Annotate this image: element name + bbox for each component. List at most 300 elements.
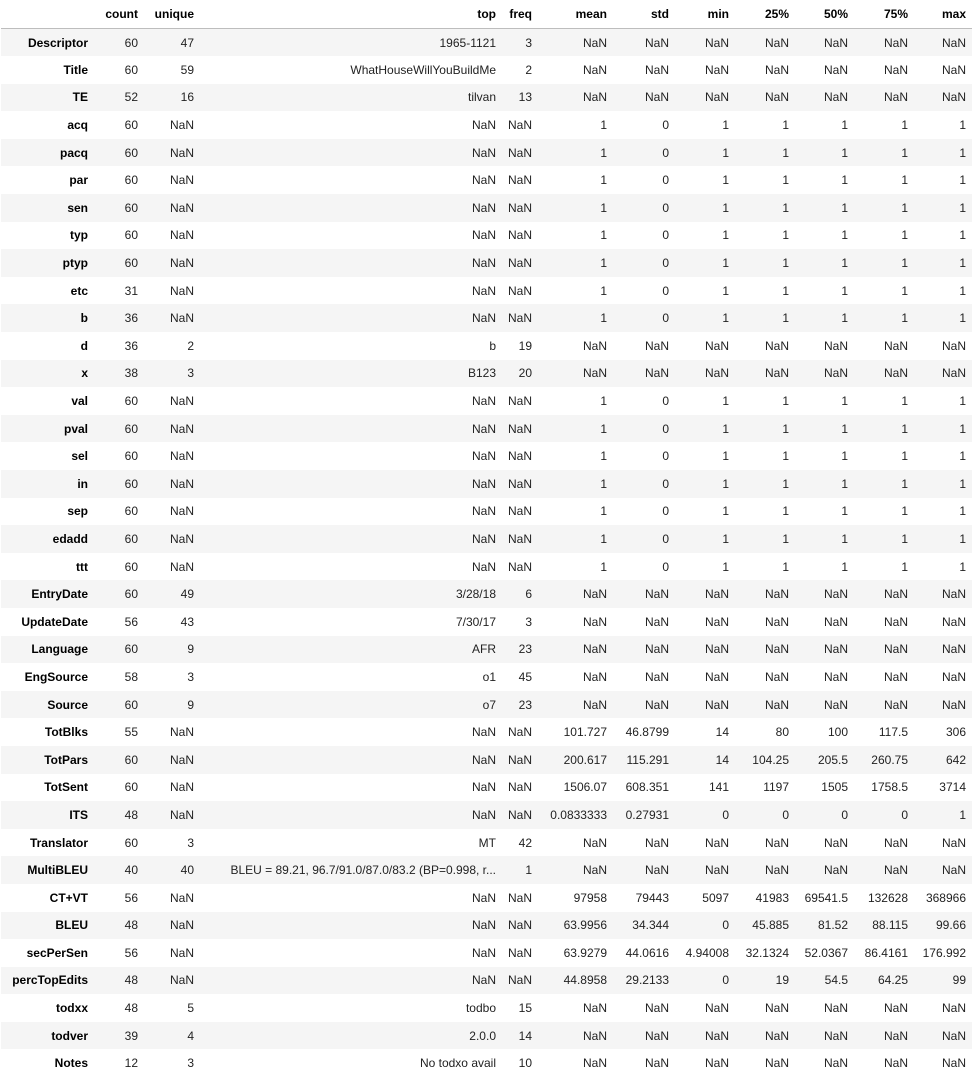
table-cell: 1 <box>854 387 914 415</box>
table-cell: NaN <box>538 580 613 608</box>
table-cell: NaN <box>795 608 854 636</box>
row-label: b <box>1 304 94 332</box>
table-cell: NaN <box>613 29 675 57</box>
table-cell: 1 <box>538 222 613 250</box>
table-cell: NaN <box>200 304 502 332</box>
table-cell: NaN <box>675 829 735 857</box>
table-row <box>1 801 972 829</box>
table-cell: 1 <box>795 277 854 305</box>
row-label: val <box>1 387 94 415</box>
table-cell: 3714 <box>914 774 972 802</box>
table-row <box>1 636 972 664</box>
table-cell: NaN <box>675 608 735 636</box>
table-cell: NaN <box>502 718 538 746</box>
table-cell: NaN <box>795 636 854 664</box>
table-cell: NaN <box>854 691 914 719</box>
table-row <box>1 277 972 305</box>
table-cell: NaN <box>144 111 200 139</box>
table-cell: 1 <box>538 194 613 222</box>
table-cell: 0 <box>613 387 675 415</box>
table-cell: 368966 <box>914 884 972 912</box>
table-row <box>1 166 972 194</box>
table-cell: NaN <box>144 553 200 581</box>
table-cell: 14 <box>675 746 735 774</box>
table-cell: NaN <box>200 553 502 581</box>
table-cell: 1 <box>538 498 613 526</box>
table-cell: NaN <box>613 332 675 360</box>
row-label: sep <box>1 498 94 526</box>
table-cell: 1 <box>795 139 854 167</box>
table-cell: NaN <box>502 194 538 222</box>
table-cell: NaN <box>144 939 200 967</box>
table-cell: 45.885 <box>735 912 795 940</box>
table-cell: NaN <box>144 801 200 829</box>
row-label: TotPars <box>1 746 94 774</box>
table-cell: NaN <box>538 636 613 664</box>
table-cell: 48 <box>94 967 144 995</box>
table-cell: NaN <box>200 111 502 139</box>
table-cell: NaN <box>854 608 914 636</box>
table-cell: 1 <box>914 470 972 498</box>
index-header <box>1 0 94 29</box>
column-header: mean <box>538 0 613 29</box>
table-cell: NaN <box>735 1049 795 1077</box>
table-cell: 1 <box>854 304 914 332</box>
table-row <box>1 912 972 940</box>
table-cell: 1758.5 <box>854 774 914 802</box>
table-cell: NaN <box>144 277 200 305</box>
table-cell: NaN <box>854 663 914 691</box>
table-cell: 36 <box>94 304 144 332</box>
table-cell: 3 <box>144 663 200 691</box>
table-cell: WhatHouseWillYouBuildMe <box>200 56 502 84</box>
table-cell: 260.75 <box>854 746 914 774</box>
table-cell: 60 <box>94 829 144 857</box>
table-cell: 55 <box>94 718 144 746</box>
table-cell: 14 <box>502 1022 538 1050</box>
table-cell: NaN <box>914 608 972 636</box>
column-header: count <box>94 0 144 29</box>
table-cell: NaN <box>735 84 795 112</box>
table-row <box>1 194 972 222</box>
table-cell: 1 <box>538 415 613 443</box>
table-cell: 56 <box>94 939 144 967</box>
table-cell: 81.52 <box>795 912 854 940</box>
table-row <box>1 1049 972 1077</box>
table-cell: NaN <box>144 304 200 332</box>
table-cell: NaN <box>735 829 795 857</box>
column-header: 75% <box>854 0 914 29</box>
table-cell: NaN <box>200 498 502 526</box>
table-cell: 20 <box>502 360 538 388</box>
table-cell: 0 <box>613 166 675 194</box>
table-cell: 1 <box>675 277 735 305</box>
table-cell: 86.4161 <box>854 939 914 967</box>
table-cell: NaN <box>735 856 795 884</box>
table-cell: NaN <box>914 829 972 857</box>
table-cell: 100 <box>795 718 854 746</box>
table-cell: NaN <box>502 304 538 332</box>
table-cell: NaN <box>613 1049 675 1077</box>
table-cell: 1 <box>735 222 795 250</box>
table-cell: 5097 <box>675 884 735 912</box>
table-cell: 1 <box>538 111 613 139</box>
table-cell: NaN <box>502 884 538 912</box>
table-cell: NaN <box>914 1049 972 1077</box>
row-label: todxx <box>1 994 94 1022</box>
table-cell: NaN <box>144 387 200 415</box>
table-cell: 60 <box>94 415 144 443</box>
table-cell: 39 <box>94 1022 144 1050</box>
table-row <box>1 994 972 1022</box>
table-cell: 1 <box>914 801 972 829</box>
table-cell: 13 <box>502 84 538 112</box>
table-cell: NaN <box>613 580 675 608</box>
table-cell: 1 <box>735 277 795 305</box>
table-cell: tilvan <box>200 84 502 112</box>
table-cell: NaN <box>675 663 735 691</box>
table-cell: 642 <box>914 746 972 774</box>
table-cell: 56 <box>94 884 144 912</box>
table-cell: NaN <box>854 856 914 884</box>
table-cell: 54.5 <box>795 967 854 995</box>
table-cell: 117.5 <box>854 718 914 746</box>
row-label: todver <box>1 1022 94 1050</box>
table-cell: 12 <box>94 1049 144 1077</box>
table-cell: 4 <box>144 1022 200 1050</box>
table-cell: 40 <box>144 856 200 884</box>
table-cell: NaN <box>675 1049 735 1077</box>
table-cell: 1 <box>795 166 854 194</box>
column-header: min <box>675 0 735 29</box>
table-cell: 1 <box>735 387 795 415</box>
table-cell: 1 <box>675 166 735 194</box>
table-cell: 1 <box>854 415 914 443</box>
row-label: Language <box>1 636 94 664</box>
table-cell: 60 <box>94 636 144 664</box>
table-row <box>1 498 972 526</box>
table-cell: 38 <box>94 360 144 388</box>
table-cell: NaN <box>854 56 914 84</box>
table-cell: 14 <box>675 718 735 746</box>
row-label: sel <box>1 442 94 470</box>
table-cell: 1 <box>914 139 972 167</box>
table-cell: NaN <box>735 691 795 719</box>
table-cell: NaN <box>675 332 735 360</box>
table-row <box>1 856 972 884</box>
table-cell: 104.25 <box>735 746 795 774</box>
table-cell: 1 <box>914 166 972 194</box>
table-cell: 1 <box>735 139 795 167</box>
table-cell: 1 <box>735 553 795 581</box>
table-cell: 1 <box>795 304 854 332</box>
table-cell: 1 <box>914 222 972 250</box>
table-cell: 46.8799 <box>613 718 675 746</box>
table-cell: 5 <box>144 994 200 1022</box>
column-header: max <box>914 0 972 29</box>
table-cell: NaN <box>538 856 613 884</box>
table-cell: 1 <box>735 498 795 526</box>
table-cell: NaN <box>502 774 538 802</box>
table-cell: NaN <box>735 29 795 57</box>
table-cell: NaN <box>675 691 735 719</box>
table-cell: NaN <box>795 1022 854 1050</box>
row-label: TotSent <box>1 774 94 802</box>
table-cell: 0 <box>613 304 675 332</box>
table-cell: 1 <box>914 304 972 332</box>
table-body <box>1 29 972 1077</box>
table-cell: NaN <box>200 194 502 222</box>
table-cell: 47 <box>144 29 200 57</box>
table-cell: NaN <box>613 663 675 691</box>
table-cell: NaN <box>795 29 854 57</box>
table-row <box>1 442 972 470</box>
table-cell: 60 <box>94 166 144 194</box>
table-cell: NaN <box>854 636 914 664</box>
table-cell: NaN <box>502 139 538 167</box>
table-cell: 10 <box>502 1049 538 1077</box>
table-cell: NaN <box>735 636 795 664</box>
table-cell: 0 <box>795 801 854 829</box>
column-header: std <box>613 0 675 29</box>
table-cell: 205.5 <box>795 746 854 774</box>
table-cell: NaN <box>502 498 538 526</box>
table-cell: NaN <box>144 746 200 774</box>
table-cell: 1 <box>795 442 854 470</box>
row-label: ITS <box>1 801 94 829</box>
row-label: Title <box>1 56 94 84</box>
table-cell: 0 <box>613 442 675 470</box>
table-cell: NaN <box>914 856 972 884</box>
table-cell: NaN <box>144 718 200 746</box>
table-cell: 2 <box>144 332 200 360</box>
table-cell: NaN <box>854 829 914 857</box>
table-cell: 4.94008 <box>675 939 735 967</box>
table-cell: 3 <box>502 29 538 57</box>
table-cell: 1 <box>502 856 538 884</box>
table-cell: NaN <box>795 580 854 608</box>
table-cell: NaN <box>144 470 200 498</box>
table-cell: 60 <box>94 222 144 250</box>
table-row <box>1 56 972 84</box>
table-cell: 60 <box>94 442 144 470</box>
table-cell: 16 <box>144 84 200 112</box>
table-cell: 1 <box>854 139 914 167</box>
table-cell: 1 <box>735 470 795 498</box>
table-cell: 48 <box>94 912 144 940</box>
table-cell: NaN <box>914 580 972 608</box>
describe-table <box>1 0 972 1077</box>
table-cell: 115.291 <box>613 746 675 774</box>
row-label: d <box>1 332 94 360</box>
table-cell: 1 <box>675 111 735 139</box>
table-cell: 0 <box>854 801 914 829</box>
table-cell: 1 <box>795 222 854 250</box>
row-label: pacq <box>1 139 94 167</box>
table-row <box>1 884 972 912</box>
table-cell: 23 <box>502 636 538 664</box>
table-cell: NaN <box>502 967 538 995</box>
table-row <box>1 249 972 277</box>
table-cell: NaN <box>538 56 613 84</box>
column-header: unique <box>144 0 200 29</box>
table-cell: 1 <box>538 249 613 277</box>
row-label: EntryDate <box>1 580 94 608</box>
table-cell: NaN <box>675 636 735 664</box>
table-cell: 1 <box>735 525 795 553</box>
table-cell: 1506.07 <box>538 774 613 802</box>
table-cell: 7/30/17 <box>200 608 502 636</box>
row-label: Descriptor <box>1 29 94 57</box>
table-cell: 0 <box>613 277 675 305</box>
table-cell: 60 <box>94 194 144 222</box>
table-cell: NaN <box>538 691 613 719</box>
table-cell: 60 <box>94 525 144 553</box>
table-row <box>1 829 972 857</box>
table-cell: NaN <box>613 636 675 664</box>
table-cell: 60 <box>94 249 144 277</box>
table-cell: 0 <box>735 801 795 829</box>
table-cell: NaN <box>144 912 200 940</box>
table-cell: 0 <box>613 525 675 553</box>
table-cell: 52.0367 <box>795 939 854 967</box>
table-row <box>1 691 972 719</box>
table-cell: 1 <box>675 442 735 470</box>
table-row <box>1 525 972 553</box>
table-cell: 1 <box>854 470 914 498</box>
table-cell: 1 <box>914 194 972 222</box>
table-cell: NaN <box>200 387 502 415</box>
row-label: CT+VT <box>1 884 94 912</box>
table-cell: 60 <box>94 387 144 415</box>
table-cell: 1 <box>675 553 735 581</box>
table-cell: NaN <box>854 1049 914 1077</box>
table-cell: 3/28/18 <box>200 580 502 608</box>
table-cell: todbo <box>200 994 502 1022</box>
table-cell: b <box>200 332 502 360</box>
table-cell: NaN <box>795 829 854 857</box>
table-cell: 60 <box>94 774 144 802</box>
table-cell: o1 <box>200 663 502 691</box>
table-cell: 1 <box>795 498 854 526</box>
table-cell: NaN <box>854 29 914 57</box>
table-row <box>1 387 972 415</box>
table-row <box>1 360 972 388</box>
table-cell: 19 <box>735 967 795 995</box>
table-cell: NaN <box>538 29 613 57</box>
table-row <box>1 746 972 774</box>
table-cell: 58 <box>94 663 144 691</box>
table-cell: 45 <box>502 663 538 691</box>
table-cell: 0 <box>675 967 735 995</box>
table-cell: BLEU = 89.21, 96.7/91.0/87.0/83.2 (BP=0.998, r... <box>200 856 502 884</box>
table-cell: 1 <box>914 277 972 305</box>
table-row <box>1 222 972 250</box>
table-cell: 1 <box>854 222 914 250</box>
table-cell: 23 <box>502 691 538 719</box>
table-cell: NaN <box>538 608 613 636</box>
table-cell: NaN <box>854 994 914 1022</box>
table-row <box>1 967 972 995</box>
table-cell: 1 <box>735 304 795 332</box>
table-cell: 1 <box>675 222 735 250</box>
table-cell: 0 <box>613 194 675 222</box>
table-cell: 1 <box>795 553 854 581</box>
row-label: Notes <box>1 1049 94 1077</box>
row-label: sen <box>1 194 94 222</box>
table-cell: 306 <box>914 718 972 746</box>
table-cell: NaN <box>144 222 200 250</box>
table-cell: NaN <box>735 663 795 691</box>
table-row <box>1 608 972 636</box>
table-cell: NaN <box>200 415 502 443</box>
table-cell: NaN <box>675 994 735 1022</box>
table-row <box>1 139 972 167</box>
table-cell: No todxo avail <box>200 1049 502 1077</box>
table-cell: NaN <box>854 332 914 360</box>
table-cell: 44.0616 <box>613 939 675 967</box>
table-cell: 49 <box>144 580 200 608</box>
table-cell: 1 <box>795 525 854 553</box>
table-cell: NaN <box>200 774 502 802</box>
table-cell: 0 <box>675 912 735 940</box>
table-cell: NaN <box>502 801 538 829</box>
table-cell: 2 <box>502 56 538 84</box>
column-header: 50% <box>795 0 854 29</box>
table-row <box>1 553 972 581</box>
table-cell: 60 <box>94 746 144 774</box>
table-cell: 1 <box>914 442 972 470</box>
table-cell: NaN <box>795 84 854 112</box>
table-cell: NaN <box>200 718 502 746</box>
table-cell: NaN <box>502 442 538 470</box>
row-label: secPerSen <box>1 939 94 967</box>
table-cell: 1 <box>795 194 854 222</box>
table-cell: 1 <box>795 470 854 498</box>
table-cell: NaN <box>538 332 613 360</box>
table-cell: 0 <box>613 249 675 277</box>
table-row <box>1 470 972 498</box>
table-cell: NaN <box>613 856 675 884</box>
table-cell: NaN <box>200 470 502 498</box>
table-cell: 52 <box>94 84 144 112</box>
table-cell: 40 <box>94 856 144 884</box>
table-cell: 63.9279 <box>538 939 613 967</box>
row-label: edadd <box>1 525 94 553</box>
table-cell: NaN <box>538 663 613 691</box>
table-cell: 60 <box>94 139 144 167</box>
table-cell: 1 <box>675 470 735 498</box>
row-label: in <box>1 470 94 498</box>
table-cell: NaN <box>795 663 854 691</box>
table-row <box>1 84 972 112</box>
row-label: par <box>1 166 94 194</box>
table-cell: 1 <box>854 525 914 553</box>
table-cell: 1 <box>854 277 914 305</box>
table-cell: 99.66 <box>914 912 972 940</box>
table-cell: 1 <box>795 249 854 277</box>
table-cell: NaN <box>502 222 538 250</box>
row-label: typ <box>1 222 94 250</box>
table-cell: NaN <box>675 29 735 57</box>
table-cell: 60 <box>94 580 144 608</box>
table-cell: NaN <box>613 829 675 857</box>
table-cell: 1 <box>675 194 735 222</box>
table-cell: 1 <box>675 498 735 526</box>
table-cell: 1197 <box>735 774 795 802</box>
table-cell: 60 <box>94 470 144 498</box>
table-cell: NaN <box>538 994 613 1022</box>
